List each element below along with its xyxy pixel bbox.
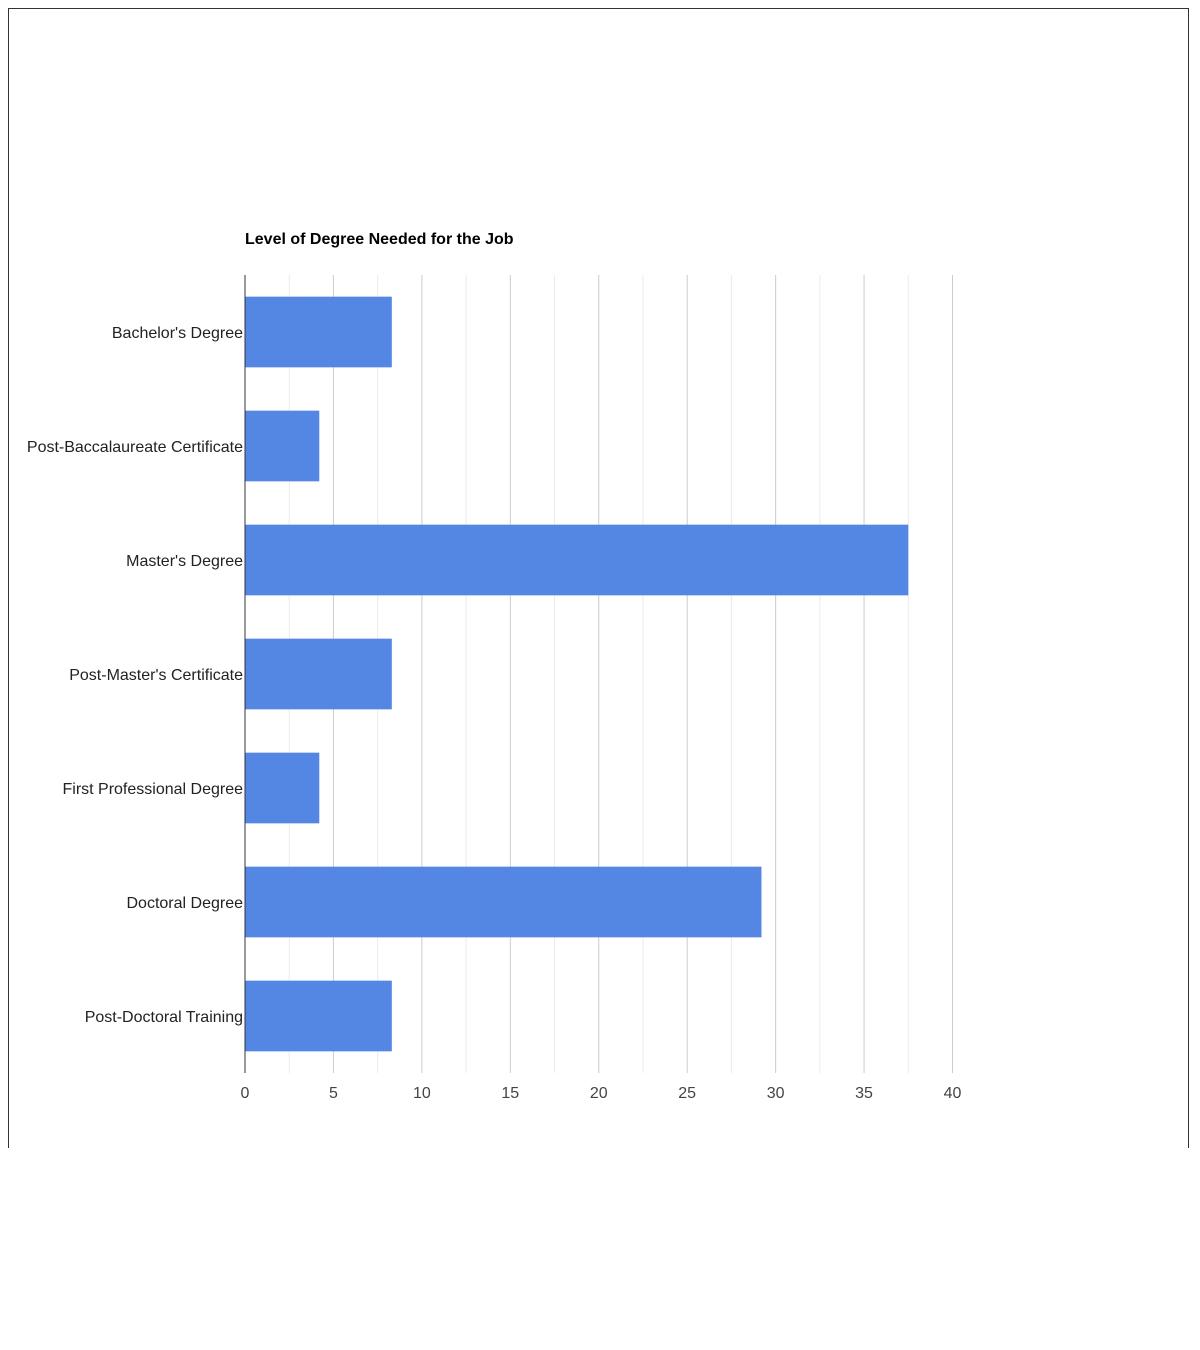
bar [245, 297, 392, 368]
x-tick-label: 0 [240, 1085, 250, 1102]
x-tick-label: 15 [501, 1085, 520, 1102]
x-tick-label: 40 [943, 1085, 962, 1102]
x-tick-label: 30 [766, 1085, 785, 1102]
bar [245, 411, 319, 482]
category-label: Post-Doctoral Training [84, 1009, 243, 1026]
bar [245, 867, 761, 938]
category-label: Post-Master's Certificate [69, 667, 243, 684]
x-tick-label: 10 [412, 1085, 431, 1102]
category-label: Post-Baccalaureate Certificate [26, 439, 243, 456]
category-label: Doctoral Degree [126, 895, 243, 912]
category-label: Master's Degree [126, 553, 243, 570]
bar [245, 525, 908, 596]
x-tick-label: 35 [855, 1085, 873, 1102]
category-labels [27, 325, 243, 1026]
category-label: Bachelor's Degree [111, 325, 243, 342]
bar [245, 639, 392, 710]
category-label: First Professional Degree [62, 781, 243, 798]
bars [245, 297, 908, 1052]
x-tick-label: 5 [328, 1085, 338, 1102]
x-tick-label: 20 [589, 1085, 608, 1102]
bar [245, 981, 392, 1052]
x-tick-label: 25 [678, 1085, 697, 1102]
x-axis-ticks [241, 1085, 962, 1102]
chart-title: Level of Degree Needed for the Job [245, 231, 514, 248]
bar [245, 753, 319, 824]
